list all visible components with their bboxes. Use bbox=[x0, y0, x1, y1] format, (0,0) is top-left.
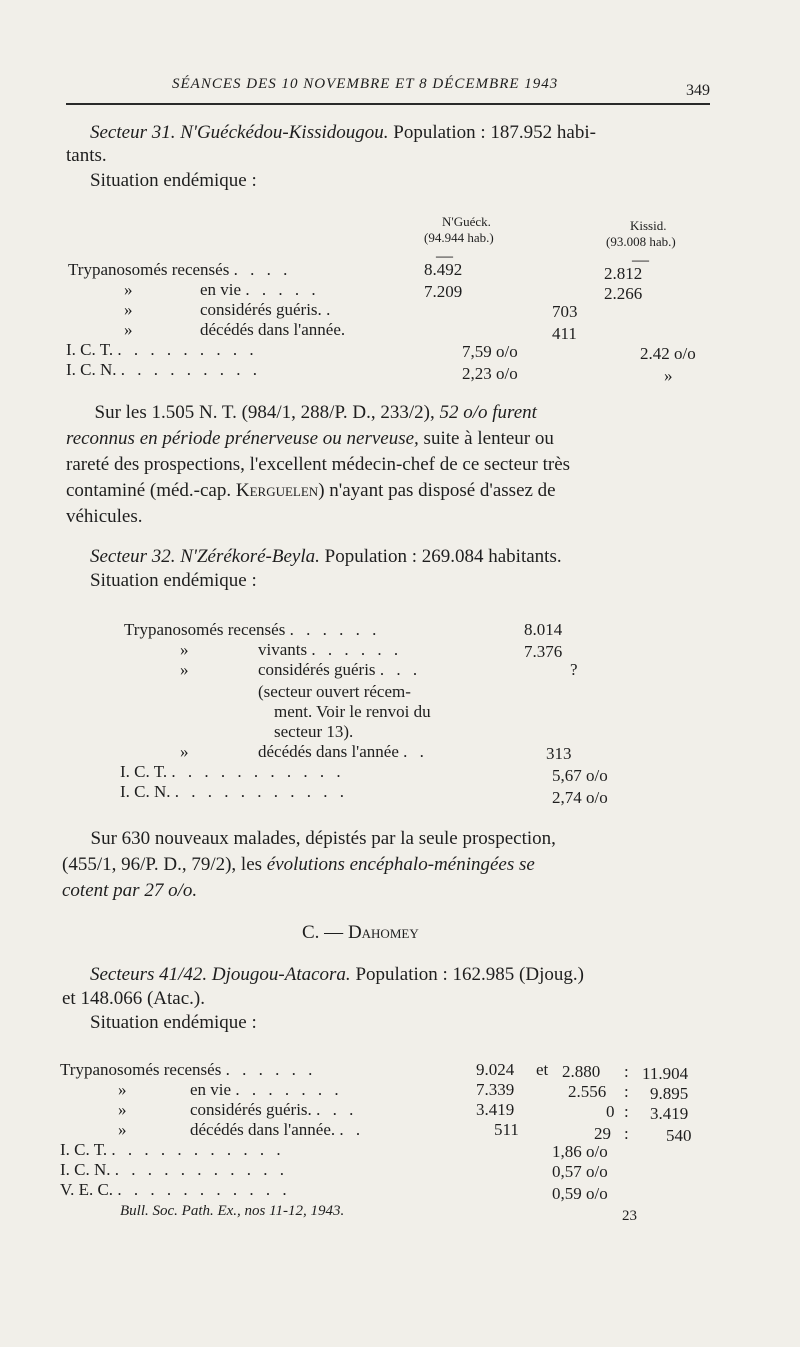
table-cell: 29 bbox=[594, 1124, 611, 1143]
table-row-label: » bbox=[118, 1080, 127, 1099]
col-kissid-dash: — bbox=[632, 250, 649, 269]
table-cell: 540 bbox=[666, 1126, 692, 1145]
col-nguek-head: N'Guéck. bbox=[442, 214, 491, 229]
section-heading: C. — Dahomey bbox=[302, 922, 419, 943]
sector-31-situation: Situation endémique : bbox=[90, 170, 257, 191]
table-cell: ? bbox=[570, 660, 578, 679]
table-cell: 2.42 o/o bbox=[640, 344, 696, 363]
sector-32-title bbox=[90, 546, 562, 568]
table-cell: 9.024 bbox=[476, 1060, 515, 1079]
table-row-label: » bbox=[118, 1120, 127, 1139]
table-row-label: » bbox=[180, 660, 189, 679]
table-row-label: » bbox=[124, 320, 133, 339]
table-row-note: ment. Voir le renvoi du bbox=[274, 702, 431, 721]
table-row-label: Trypanosomés recensés . . . . . . bbox=[60, 1060, 317, 1079]
table-cell: 2.880 bbox=[562, 1062, 601, 1081]
table-cell: 2.556 bbox=[568, 1082, 607, 1101]
col-nguek-dash: — bbox=[436, 246, 453, 265]
table-cell: : bbox=[624, 1062, 629, 1081]
table-row-label: en vie . . . . . bbox=[200, 280, 320, 299]
table-cell: : bbox=[624, 1124, 629, 1143]
table-row-note: (secteur ouvert récem- bbox=[258, 682, 411, 701]
table-cell: 5,67 o/o bbox=[552, 766, 608, 785]
table-cell: 2,23 o/o bbox=[462, 364, 518, 383]
table-row-label: considérés guéris . . . bbox=[258, 660, 422, 679]
table-row-label: » bbox=[180, 742, 189, 761]
header-rule bbox=[66, 103, 710, 105]
page-number: 349 bbox=[686, 82, 710, 99]
table-cell: 11.904 bbox=[642, 1064, 689, 1083]
sector-31-name: Secteur 31. N'Guéckédou-Kissidougou. bbox=[90, 122, 389, 143]
table-row-label: » bbox=[180, 640, 189, 659]
table-cell: et bbox=[536, 1060, 549, 1079]
table-cell: 7,59 o/o bbox=[462, 342, 518, 361]
table-row-label: » bbox=[124, 300, 133, 319]
sector-32-population: Population : 269.084 habitants. bbox=[319, 546, 562, 567]
table-cell: 7.209 bbox=[424, 282, 463, 301]
sector-41-42-title-cont: et 148.066 (Atac.). bbox=[62, 988, 205, 1009]
table-row-note: secteur 13). bbox=[274, 722, 354, 741]
table-row-label: Trypanosomés recensés . . . . bbox=[68, 260, 292, 279]
table-row-label: en vie . . . . . . . bbox=[190, 1080, 343, 1099]
table-cell: 1,86 o/o bbox=[552, 1142, 608, 1161]
table-row-label: décédés dans l'année. . . bbox=[190, 1120, 365, 1139]
col-nguek-sub: (94.944 hab.) bbox=[424, 230, 494, 245]
table-cell: 8.492 bbox=[424, 260, 463, 279]
sector-32-paragraph: Sur 630 nouveaux malades, dépistés par la seule prospection, (455/1, 96/P. D., 79/2), les évolutions encéphalo-méningées se cotent par 27 o/o. bbox=[62, 828, 556, 901]
table-cell: 0,57 o/o bbox=[552, 1162, 608, 1181]
table-cell: 8.014 bbox=[524, 620, 563, 639]
table-row-label: Trypanosomés recensés . . . . . . bbox=[124, 620, 381, 639]
table-row-label: » bbox=[124, 280, 133, 299]
sector-32-name: Secteur 32. N'Zérékoré-Beyla. bbox=[90, 546, 320, 567]
table-cell: 2,74 o/o bbox=[552, 788, 608, 807]
table-cell: » bbox=[664, 366, 673, 385]
table-cell: 313 bbox=[546, 744, 572, 763]
sector-41-42-title bbox=[90, 964, 584, 986]
sector-41-42-population: Population : 162.985 (Djoug.) bbox=[350, 964, 584, 985]
table-row-label: » bbox=[118, 1100, 127, 1119]
table-row-label: considérés guéris. . . . bbox=[190, 1100, 358, 1119]
sector-31-title-cont: tants. bbox=[66, 145, 107, 166]
sector-41-42-name: Secteurs 41/42. Djougou-Atacora. bbox=[90, 964, 351, 985]
table-row-label: décédés dans l'année. bbox=[200, 320, 346, 339]
table-cell: 0,59 o/o bbox=[552, 1184, 608, 1203]
table-cell: 7.339 bbox=[476, 1080, 515, 1099]
footer-citation: Bull. Soc. Path. Ex., nos 11-12, 1943. bbox=[120, 1203, 345, 1219]
table-cell: : bbox=[624, 1082, 629, 1101]
table-row-label: I. C. T. . . . . . . . . . . . bbox=[60, 1140, 285, 1159]
table-row-label: I. C. T. . . . . . . . . . bbox=[66, 340, 258, 359]
table-cell: 0 bbox=[606, 1102, 615, 1121]
table-row-label: vivants . . . . . . bbox=[258, 640, 403, 659]
sector-31-population: Population : 187.952 habi- bbox=[388, 122, 596, 143]
running-title: SÉANCES DES 10 NOVEMBRE ET 8 DÉCEMBRE 1943 bbox=[172, 76, 559, 92]
sector-41-42-situation: Situation endémique : bbox=[90, 1012, 257, 1033]
table-cell: 2.266 bbox=[604, 284, 643, 303]
signature-mark: 23 bbox=[622, 1208, 637, 1224]
sector-31-paragraph: Sur les 1.505 N. T. (984/1, 288/P. D., 233/2), 52 o/o furent reconnus en période prénerveuse ou nerveuse, suite à lenteur ou rareté des prospections, l'excellent médecin-chef de ce secteur très contaminé (méd.-cap. Kerguelen) n'ayant pas disposé d'assez de véhicules. bbox=[66, 402, 571, 527]
table-cell: 9.895 bbox=[650, 1084, 689, 1103]
table-row-label: décédés dans l'année . . bbox=[258, 742, 428, 761]
table-row-label: I. C. N. . . . . . . . . . bbox=[66, 360, 262, 379]
sector-32-situation: Situation endémique : bbox=[90, 570, 257, 591]
table-cell: 703 bbox=[552, 302, 578, 321]
table-cell: 511 bbox=[494, 1120, 519, 1139]
col-kissid-head: Kissid. bbox=[630, 218, 667, 233]
table-row-label: I. C. N. . . . . . . . . . . . bbox=[120, 782, 349, 801]
table-cell: 2.812 bbox=[604, 264, 643, 283]
table-row-label: considérés guéris. . bbox=[200, 300, 335, 319]
table-row-label: V. E. C. . . . . . . . . . . . bbox=[60, 1180, 291, 1199]
table-row-label: I. C. N. . . . . . . . . . . . bbox=[60, 1160, 289, 1179]
sector-31-title bbox=[90, 122, 596, 144]
table-cell: 3.419 bbox=[476, 1100, 515, 1119]
table-cell: : bbox=[624, 1102, 629, 1121]
col-kissid-sub: (93.008 hab.) bbox=[606, 234, 676, 249]
table-cell: 411 bbox=[552, 324, 577, 343]
table-cell: 3.419 bbox=[650, 1104, 689, 1123]
table-cell: 7.376 bbox=[524, 642, 563, 661]
table-row-label: I. C. T. . . . . . . . . . . . bbox=[120, 762, 345, 781]
